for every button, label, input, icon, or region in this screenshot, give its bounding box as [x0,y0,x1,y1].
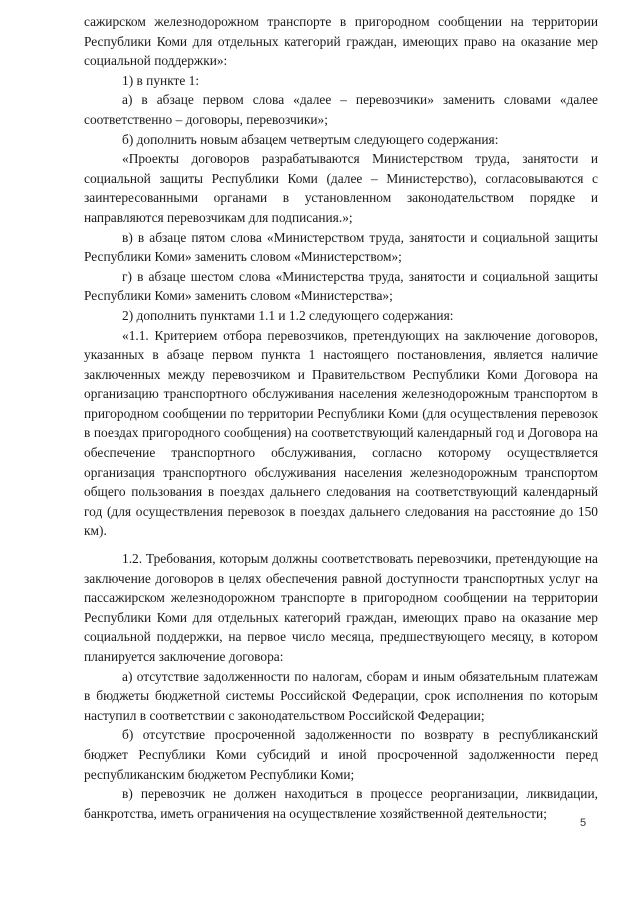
paragraph-item-2: 2) дополнить пунктами 1.1 и 1.2 следующего содержания: [122,307,454,323]
paragraph-item-1v: в) в абзаце пятом слова «Министерством труда, занятости и социальной защиты Республики Коми» заменить словом «Министерством»; [84,229,598,265]
paragraph-item-1b: б) дополнить новым абзацем четвертым следующего содержания: [122,131,499,147]
paragraph-quote-projects: «Проекты договоров разрабатываются Министерством труда, занятости и социальной защиты Республики Коми (далее – Министерство), согласовываются с заинтересованными органами в установленном законодательством порядке и направляются перевозчикам для подписания.»; [84,151,598,225]
document-page [84,12,598,823]
paragraph-requirement-v: в) перевозчик не должен находиться в процессе реорганизации, ликвидации, банкротства, иметь ограничения на осуществление хозяйственной деятельности; [84,786,598,821]
paragraph-requirement-a: а) отсутствие задолженности по налогам, сборам и иным обязательным платежам в бюджеты бюджетной системы Российской Федерации, срок исполнения по которым наступил в соответствии с законодательством Российской Федерации; [84,668,598,723]
paragraph-item-1g: г) в абзаце шестом слова «Министерства труда, занятости и социальной защиты Республики Коми» заменить словом «Министерства»; [84,268,598,304]
paragraph-clause-1-1: «1.1. Критерием отбора перевозчиков, претендующих на заключение договоров, указанных в абзаце первом пункта 1 настоящего постановления, является наличие заключенных между перевозчиком и Правительством Республики Коми Договора на организацию транспортного обслуживания населения железнодорожным транспортом в пригородном сообщении по территории Республики Коми (для осуществления перевозок в поездах пригородного сообщения) на соответствующий календарный год и Договора на обеспечение транспортного обслуживания, согласно которому осуществляется организация транспортного обслуживания населения железнодорожным транспортом общего пользования в поездах дальнего следования на соответствующий календарный год (для осуществления перевозок в поездах дальнего следования на расстояние до 150 км). [84,327,598,539]
page-number: 5 [580,817,587,829]
paragraph-clause-1-2: 1.2. Требования, которым должны соответствовать перевозчики, претендующие на заключение договоров в целях обеспечения равной доступности транспортных услуг на пассажирском железнодорожном транспорте в пригородном сообщении на территории Республики Коми для отдельных категорий граждан, имеющих право на оказание мер социальной поддержки, на первое число месяца, предшествующего месяцу, в котором планируется заключение договора: [84,551,598,664]
paragraph-intro: сажирском железнодорожном транспорте в пригородном сообщении на территории Республики Коми для отдельных категорий граждан, имеющих право на оказание мер социальной поддержки»: [84,14,598,69]
paragraph-item-1: 1) в пункте 1: [122,72,200,88]
paragraph-item-1a: а) в абзаце первом слова «далее – перевозчики» заменить словами «далее соответственно – договоры, перевозчики»; [84,92,598,127]
paragraph-requirement-b: б) отсутствие просроченной задолженности по возврату в республиканский бюджет Республики Коми субсидий и иной просроченной задолженности перед республиканским бюджетом Республики Коми; [84,727,598,782]
